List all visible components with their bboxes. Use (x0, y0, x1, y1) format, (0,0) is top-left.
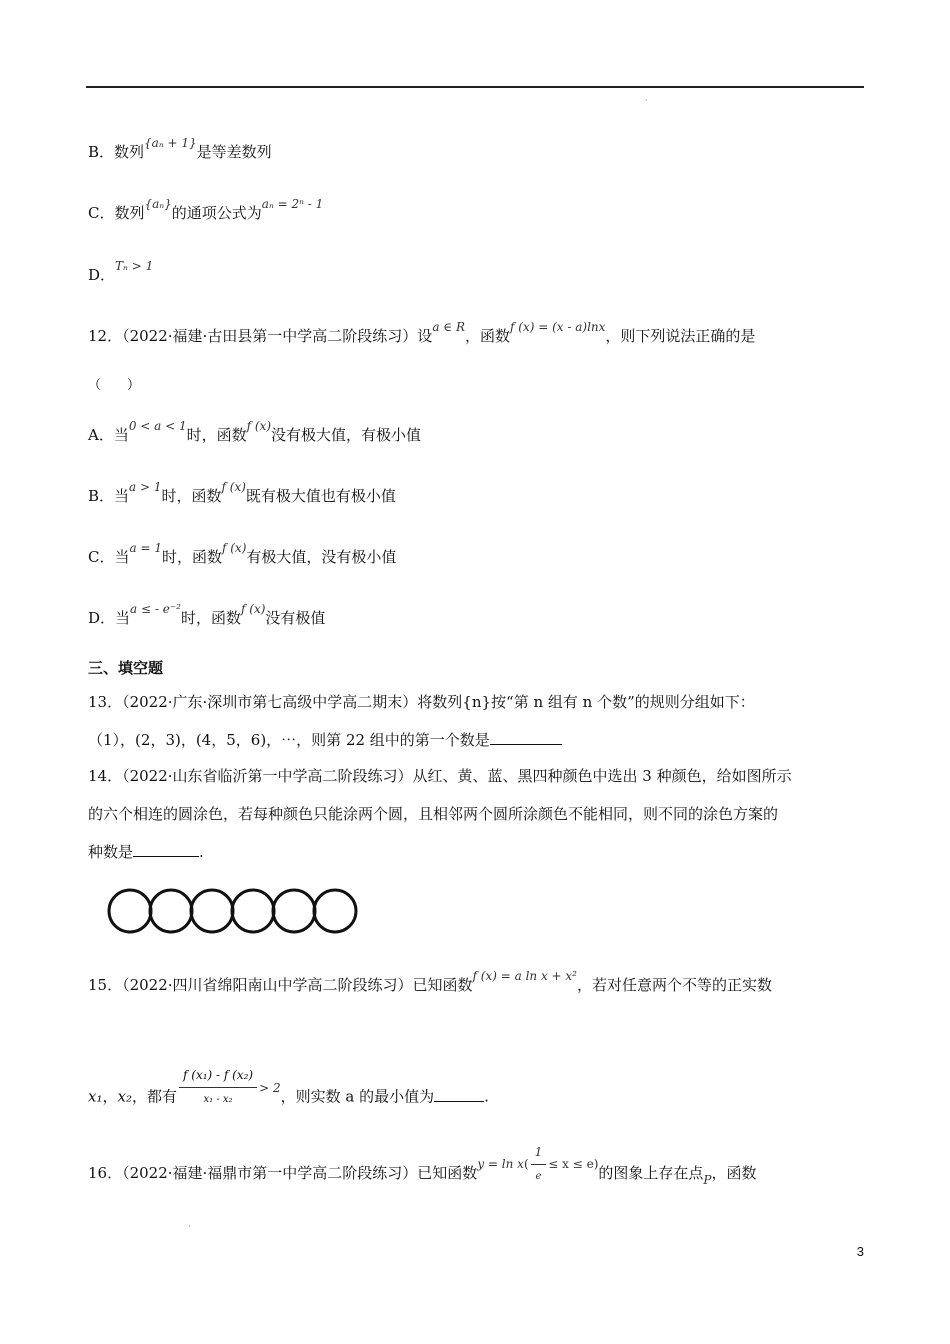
option-text: 是等差数列 (196, 143, 272, 161)
q16-stem (88, 1145, 757, 1197)
option-label: B．数列 (88, 143, 145, 161)
question-text: ，则下列说法正确的是 (605, 327, 756, 345)
q12-option-d (88, 602, 326, 629)
question-text: ，则实数 a 的最小值为 (280, 1087, 435, 1106)
math-expr: a = 1 (129, 541, 162, 555)
footer-mark: · (188, 1222, 191, 1231)
header-rule (86, 86, 864, 88)
fraction-numerator: 1 (531, 1142, 547, 1165)
q12-option-a (88, 419, 422, 446)
punctuation: . (199, 843, 204, 861)
circle (150, 890, 192, 932)
question-text: 种数是 (88, 843, 134, 861)
math-expr: P (703, 1173, 712, 1187)
q14-stem-end (88, 842, 204, 862)
math-expr: f (x) (221, 480, 246, 494)
option-label: D．当 (88, 609, 131, 627)
math-condition: ( 1 e ≤ x ≤ e) (524, 1157, 598, 1171)
q11-option-b (88, 136, 272, 163)
math-expr: f (x) = a ln x + x² (472, 969, 577, 983)
circle (109, 890, 151, 932)
option-label: C．数列 (88, 204, 145, 222)
math-expr: f (x) (246, 419, 272, 433)
q11-option-d (88, 259, 154, 286)
option-text: 有极大值，没有极小值 (246, 548, 397, 566)
section-heading: 三、填空题 (88, 659, 164, 677)
header-mark: · (645, 96, 648, 105)
q11-option-c (88, 197, 324, 224)
option-label: B．当 (88, 487, 130, 505)
circle (273, 890, 315, 932)
circle (314, 890, 356, 932)
option-text: 的通项公式为 (171, 204, 262, 222)
question-text: （2022·福建·古田县第一中学高二阶段练习）设 (122, 327, 433, 345)
fraction-numerator: f (x₁) - f (x₂) (179, 1065, 257, 1088)
circle (232, 890, 274, 932)
answer-blank[interactable] (490, 730, 562, 745)
option-text: 时，函数 (161, 487, 222, 505)
question-text: （1），(2，3)，(4，5，6)，⋯，则第 22 组中的第一个数是 (88, 731, 490, 749)
fraction (179, 1065, 257, 1110)
q15-stem-cont (88, 1068, 489, 1120)
circle (191, 890, 233, 932)
punctuation: . (484, 1087, 489, 1106)
math-expr: a ∈ R (432, 320, 466, 334)
option-label: C．当 (88, 548, 130, 566)
page-number: 3 (856, 1244, 864, 1259)
answer-blank[interactable] (434, 1087, 484, 1102)
math-expr: x₁ (88, 1087, 103, 1106)
math-expr: aₙ = 2ⁿ - 1 (261, 197, 324, 211)
option-text: 时，函数 (161, 548, 222, 566)
fraction (531, 1142, 547, 1187)
q13-stem: 13．（2022·广东·深圳市第七高级中学高二期末）将数列{n}按“第 n 组有 n 个数”的规则分组如下： (88, 693, 755, 711)
punctuation: ， (102, 1087, 118, 1106)
math-expr: {aₙ} (144, 197, 172, 211)
q12-option-c (88, 541, 397, 568)
question-text: ，函数 (465, 327, 511, 345)
option-text: 时，函数 (186, 426, 247, 444)
math-expr: f (x) (221, 541, 247, 555)
math-expr: x₂ (117, 1087, 132, 1106)
math-expr: > 2 (259, 1080, 281, 1095)
math-expr: ≤ x ≤ e (548, 1157, 594, 1171)
math-expr: y = ln x (477, 1157, 524, 1171)
question-text: ，函数 (711, 1164, 757, 1182)
option-label: D． (88, 266, 116, 284)
q15-stem (88, 969, 772, 996)
math-expr: 0 < a < 1 (128, 419, 187, 433)
question-text: ，若对任意两个不等的正实数 (576, 976, 772, 994)
math-expr: f (x) = (x - a)lnx (510, 320, 606, 334)
math-expr: Tₙ > 1 (115, 259, 154, 273)
q12-stem (88, 320, 756, 347)
math-expr: a > 1 (129, 480, 162, 494)
question-number: 12． (88, 327, 123, 345)
answer-blank[interactable] (133, 842, 199, 857)
question-text: 15．（2022·四川省绵阳南山中学高二阶段练习）已知函数 (88, 976, 473, 994)
q14-stem-cont: 的六个相连的圆涂色，若每种颜色只能涂两个圆，且相邻两个圆所涂颜色不能相同，则不同的涂色方案的 (88, 805, 779, 823)
question-text: 的图象上存在点 (598, 1164, 704, 1182)
question-text: 16．（2022·福建·福鼎市第一中学高二阶段练习）已知函数 (88, 1164, 478, 1182)
answer-paren: （ ） (88, 378, 141, 393)
math-expr: {aₙ + 1} (144, 136, 197, 150)
q12-option-b (88, 480, 396, 507)
six-circles-figure (104, 884, 360, 940)
option-label: A．当 (88, 426, 129, 444)
math-expr: f (x) (241, 602, 266, 616)
option-text: 没有极大值，有极小值 (271, 426, 422, 444)
q13-stem-cont (88, 730, 562, 750)
option-text: 时，函数 (180, 609, 241, 627)
q14-stem: 14．（2022·山东省临沂第一中学高二阶段练习）从红、黄、蓝、黑四种颜色中选出 3 种颜色，给如图所示 (88, 767, 792, 785)
option-text: 没有极值 (265, 609, 326, 627)
fraction-denominator: x₁ - x₂ (203, 1094, 233, 1105)
option-text: 既有极大值也有极小值 (245, 487, 396, 505)
math-expr: a ≤ - e⁻² (130, 602, 181, 616)
question-text: ，都有 (131, 1087, 177, 1106)
fraction-denominator: e (535, 1171, 542, 1182)
